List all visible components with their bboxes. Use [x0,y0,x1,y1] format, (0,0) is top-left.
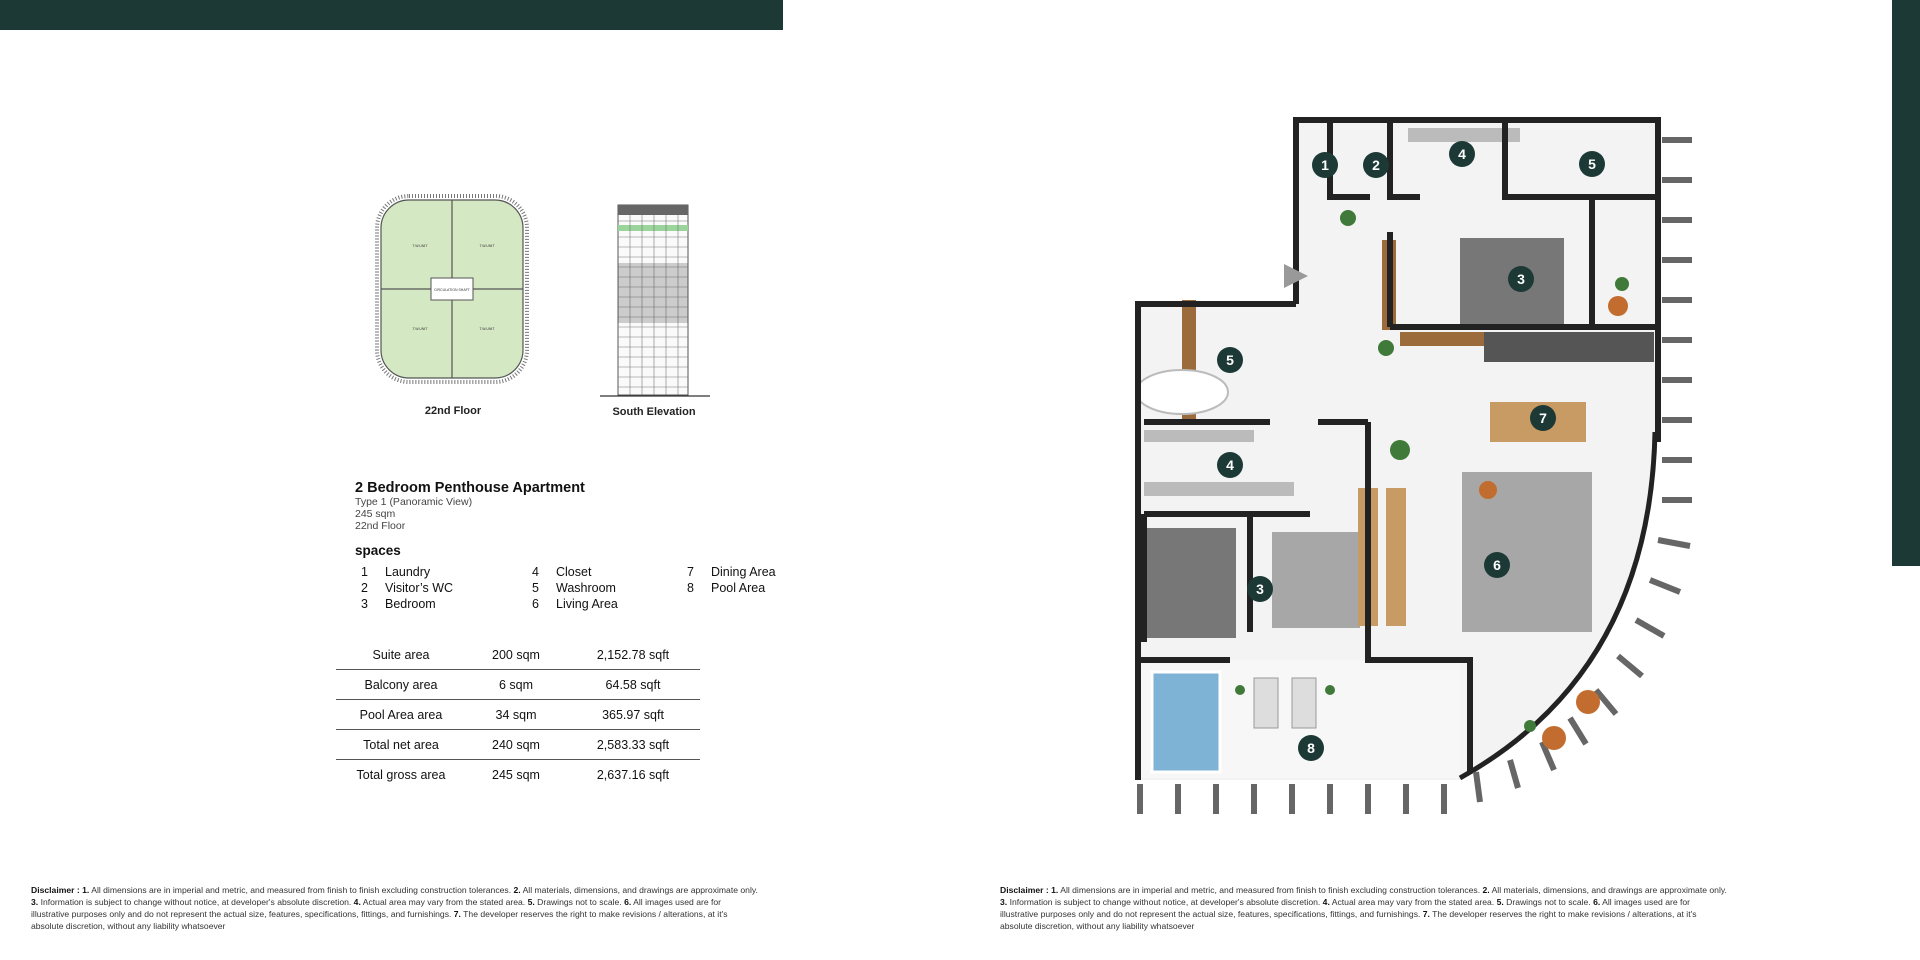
unit-floor: 22nd Floor [355,520,406,532]
space-item: 6 Living Area [532,597,618,611]
floor-plan-drawing [1130,112,1700,832]
quadrant-label-ne: T.W.UNIT [479,244,495,248]
table-row: Suite area 200 sqm 2,152.78 sqft [336,640,700,670]
core-label: CIRCULATION SHAFT [434,288,470,292]
spaces-heading: spaces [355,543,401,558]
table-row: Total net area 240 sqm 2,583.33 sqft [336,730,700,760]
unit-title: 2 Bedroom Penthouse Apartment [355,480,585,496]
right-brand-bar [1892,0,1920,566]
disclaimer-left: Disclaimer : 1. All dimensions are in imperial and metric, and measured from finish to finish excluding construction tolerances. 2. All materials, dimensions, and drawings are approximate only. 3. Information is subject to change without notice, at developer's absolute discretion. 4. Actual area may vary from the stated area. 5. Drawings not to scale. 6. All images used are for illustrative purposes only and do not represent the actual size, features, specifications, fittings, and furnishings. 7. The developer reserves the right to make revisions / alterations, at it's absolute discretion, without any liability whatsoever [31,885,758,931]
space-item: 4 Closet [532,565,592,579]
plan-marker: 3 [1508,266,1534,292]
plan-marker: 2 [1363,152,1389,178]
space-item: 5 Washroom [532,581,616,595]
table-row: Balcony area 6 sqm 64.58 sqft [336,670,700,700]
plan-marker: 8 [1298,735,1324,761]
plan-marker: 4 [1217,452,1243,478]
table-row: Pool Area area 34 sqm 365.97 sqft [336,700,700,730]
plan-marker: 4 [1449,141,1475,167]
quadrant-label-sw: T.W.UNIT [412,327,428,331]
plan-marker: 7 [1530,405,1556,431]
space-item: 7 Dining Area [687,565,776,579]
floor-caption: 22nd Floor [424,405,482,417]
unit-size: 245 sqm [355,508,396,520]
quadrant-label-se: T.W.UNIT [479,327,495,331]
disclaimer-right: Disclaimer : 1. All dimensions are in imperial and metric, and measured from finish to finish excluding construction tolerances. 2. All materials, dimensions, and drawings are approximate only. 3. Information is subject to change without notice, at developer's absolute discretion. 4. Actual area may vary from the stated area. 5. Drawings not to scale. 6. All images used are for illustrative purposes only and do not represent the actual size, features, specifications, fittings, and furnishings. 7. The developer reserves the right to make revisions / alterations, at it's absolute discretion, without any liability whatsoever [1000,885,1727,931]
floor-key-plan [375,194,529,384]
quadrant-label-nw: T.W.UNIT [412,244,428,248]
area-table [336,640,700,789]
plan-marker: 5 [1217,347,1243,373]
south-elevation-drawing [600,203,710,399]
space-item: 8 Pool Area [687,581,766,595]
elevation-caption: South Elevation [612,406,696,418]
plan-marker: 3 [1247,576,1273,602]
unit-type: Type 1 (Panoramic View) [355,496,473,508]
plan-marker: 1 [1312,152,1338,178]
space-item: 1 Laundry [361,565,431,579]
floor-plan [1130,112,1700,832]
top-brand-bar [0,0,783,30]
space-item: 2 Visitor’s WC [361,581,454,595]
space-item: 3 Bedroom [361,597,436,611]
plan-marker: 6 [1484,552,1510,578]
table-row: Total gross area 245 sqm 2,637.16 sqft [356,767,670,782]
plan-marker: 5 [1579,151,1605,177]
